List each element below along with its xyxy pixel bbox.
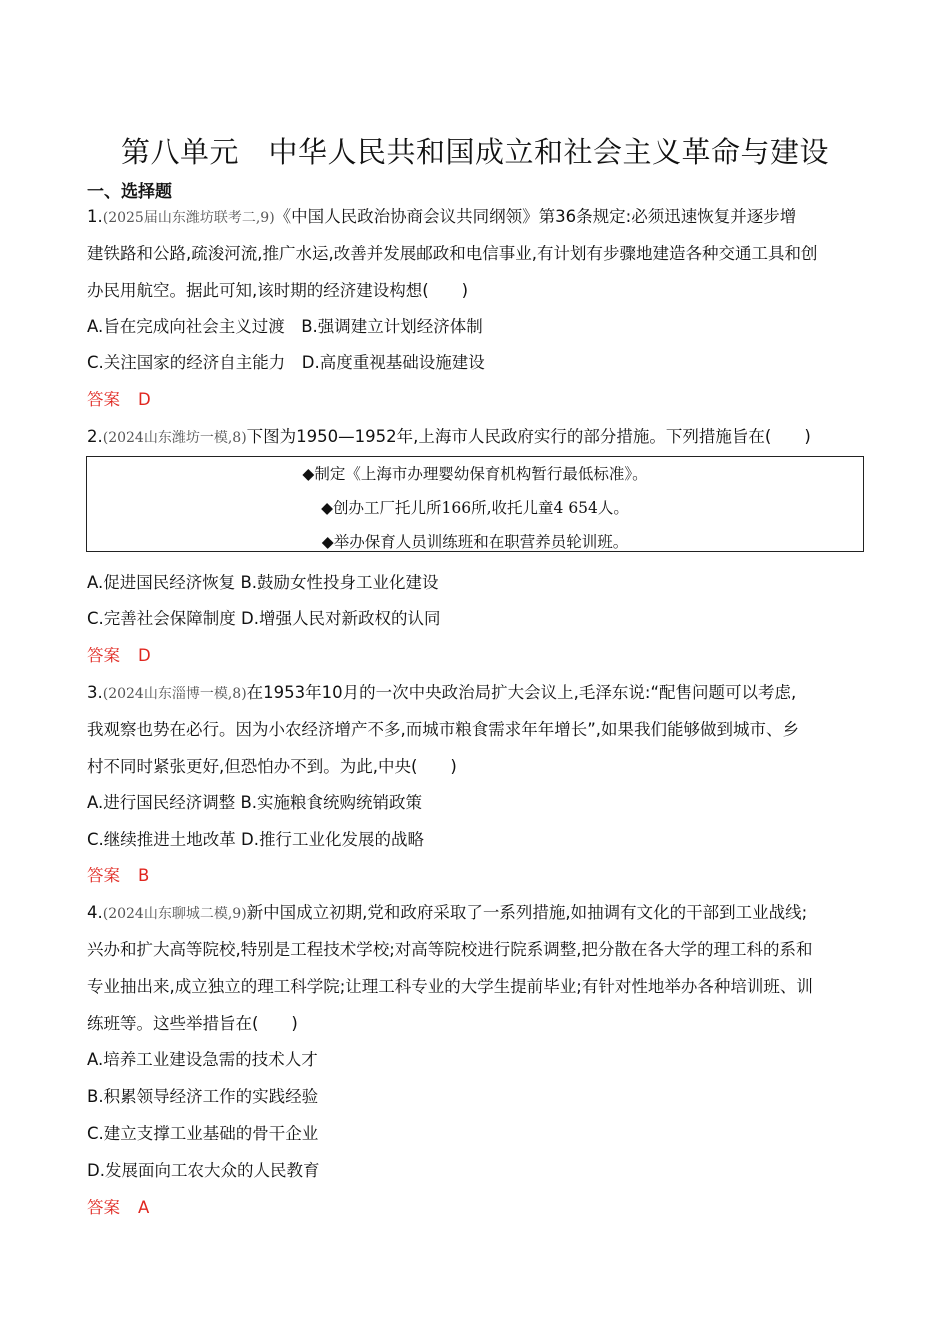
q3-source: (2024山东淄博一模,8)	[102, 686, 247, 702]
q4-source: (2024山东聊城二模,9)	[102, 906, 247, 922]
q4-answer	[87, 1194, 149, 1218]
q4-line-2: 兴办和扩大高等院校,特别是工程技术学校;对高等院校进行院系调整,把分散在各大学的理工科的系和	[87, 940, 813, 959]
q4-option-a: A.培养工业建设急需的技术人才	[87, 1050, 318, 1069]
answer-value: A	[138, 1198, 150, 1217]
measure-item: ◆创办工厂托儿所166所,收托儿童4 654人。	[321, 499, 629, 517]
measures-box	[86, 456, 864, 552]
q3-option-ab: A.进行国民经济调整 B.实施粮食统购统销政策	[87, 793, 423, 812]
q1-line-1	[87, 203, 796, 227]
q4-number: 4.	[87, 903, 103, 922]
answer-value: D	[138, 390, 151, 409]
q3-stem-1: 在1953年10月的一次中央政治局扩大会议上,毛泽东说:“配售问题可以考虑,	[246, 683, 797, 702]
q1-source: (2025届山东潍坊联考二,9)	[102, 210, 275, 226]
q1-line-2: 建铁路和公路,疏浚河流,推广水运,改善并发展邮政和电信事业,有计划有步骤地建造各种交通工具和创	[87, 244, 818, 263]
q3-number: 3.	[87, 683, 103, 702]
q4-line-3: 专业抽出来,成立独立的理工科学院;让理工科专业的大学生提前毕业;有针对性地举办各种培训班、训	[87, 977, 813, 996]
answer-label: 答案	[87, 866, 120, 885]
q3-line-1	[87, 679, 796, 703]
q2-number: 2.	[87, 427, 103, 446]
q1-answer	[87, 386, 151, 410]
measure-item: ◆举办保育人员训练班和在职营养员轮训班。	[321, 533, 629, 551]
q4-option-b: B.积累领导经济工作的实践经验	[87, 1087, 319, 1106]
q1-option-cd: C.关注国家的经济自主能力 D.高度重视基础设施建设	[87, 353, 485, 372]
q2-stem: 下图为1950—1952年,上海市人民政府实行的部分措施。下列措施旨在( )	[246, 427, 811, 446]
q2-line-1	[87, 423, 811, 447]
answer-value: B	[138, 866, 150, 885]
answer-label: 答案	[87, 646, 120, 665]
page-title: 第八单元 中华人民共和国成立和社会主义革命与建设	[120, 135, 829, 169]
q1-option-ab: A.旨在完成向社会主义过渡 B.强调建立计划经济体制	[87, 317, 483, 336]
answer-value: D	[138, 646, 151, 665]
q4-option-c: C.建立支撑工业基础的骨干企业	[87, 1124, 319, 1143]
q1-number: 1.	[87, 207, 103, 226]
q2-option-cd: C.完善社会保障制度 D.增强人民对新政权的认同	[87, 609, 441, 628]
q1-stem-1: 《中国人民政治协商会议共同纲领》第36条规定:必须迅速恢复并逐步增	[274, 207, 797, 226]
q2-answer	[87, 642, 151, 666]
q4-line-4: 练班等。这些举措旨在( )	[87, 1014, 298, 1033]
q3-line-3: 村不同时紧张更好,但恐怕办不到。为此,中央( )	[87, 757, 457, 776]
q3-option-cd: C.继续推进土地改革 D.推行工业化发展的战略	[87, 830, 424, 849]
answer-label: 答案	[87, 390, 120, 409]
q4-line-1	[87, 899, 807, 923]
q4-stem-1: 新中国成立初期,党和政府采取了一系列措施,如抽调有文化的干部到工业战线;	[246, 903, 808, 922]
q1-line-3: 办民用航空。据此可知,该时期的经济建设构想( )	[87, 281, 469, 300]
q2-source: (2024山东潍坊一模,8)	[102, 430, 247, 446]
answer-label: 答案	[87, 1198, 120, 1217]
q3-line-2: 我观察也势在必行。因为小农经济增产不多,而城市粮食需求年年增长”,如果我们能够做到城市、乡	[87, 720, 800, 739]
q4-option-d: D.发展面向工农大众的人民教育	[87, 1161, 320, 1180]
section-heading: 一、选择题	[87, 182, 172, 202]
q3-answer	[87, 862, 149, 886]
measure-item: ◆制定《上海市办理婴幼保育机构暂行最低标准》。	[302, 465, 648, 483]
q2-option-ab: A.促进国民经济恢复 B.鼓励女性投身工业化建设	[87, 573, 439, 592]
